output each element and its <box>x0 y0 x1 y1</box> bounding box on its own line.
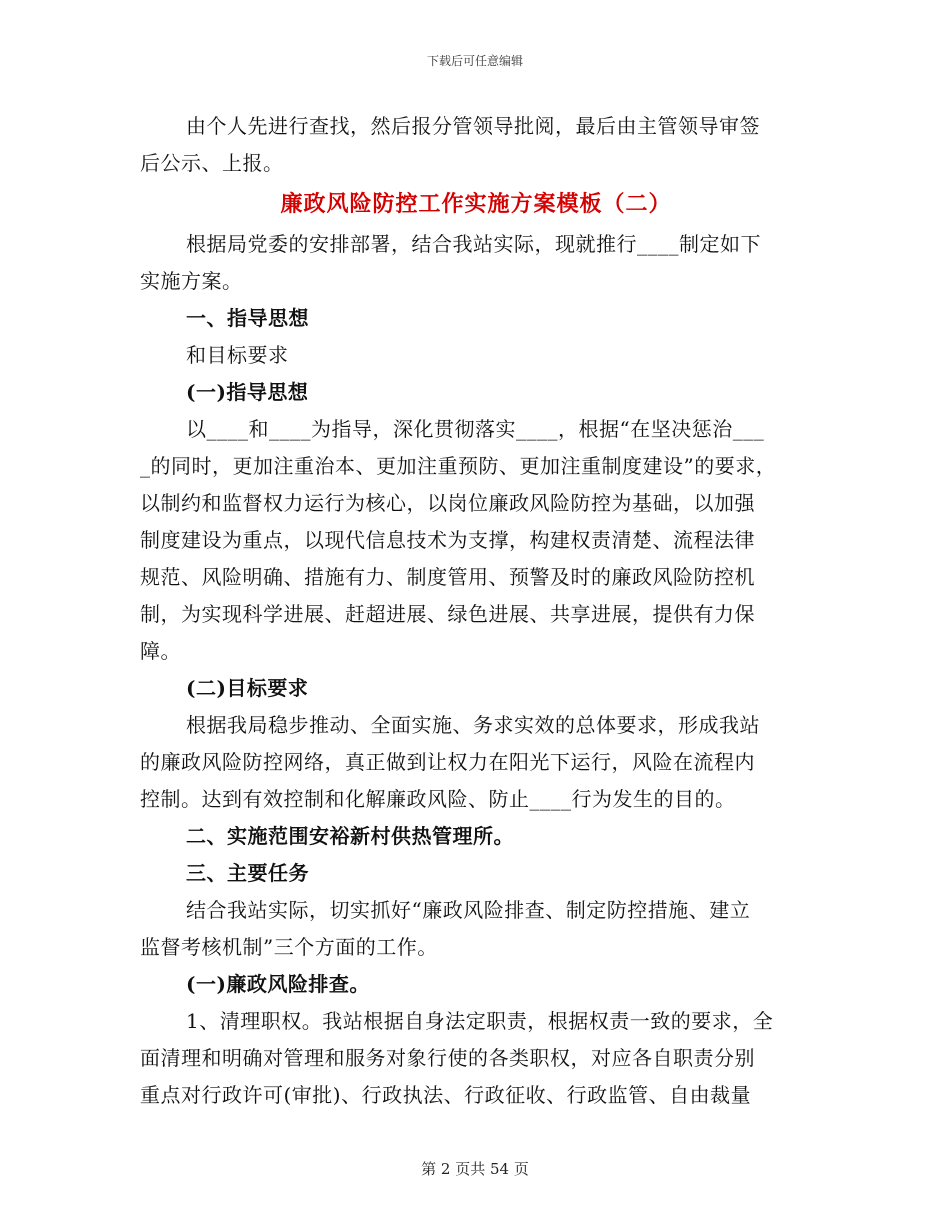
paragraph-line: 重点对行政许可(审批)、行政执法、行政征收、行政监管、自由裁量 <box>140 1083 752 1107</box>
section-heading: 一、指导思想 <box>186 306 309 330</box>
paragraph-line: 1、清理职权。我站根据自身法定职责，根据权责一致的要求，全 <box>186 1009 774 1033</box>
paragraph-line: 监督考核机制”三个方面的工作。 <box>140 935 438 959</box>
paragraph-line: 实施方案。 <box>140 269 243 293</box>
paragraph-line: 后公示、上报。 <box>140 151 284 175</box>
paragraph-line: 和目标要求 <box>186 343 289 367</box>
paragraph-line: 障。 <box>140 639 181 663</box>
subsection-heading: (一)指导思想 <box>186 380 309 404</box>
paragraph-line: 制度建设为重点，以现代信息技术为支撑，构建权责清楚、流程法律 <box>140 528 755 552</box>
paragraph-line: 以____和____为指导，深化贯彻落实____，根据“在坚决惩治___ <box>186 417 765 441</box>
paragraph-line: 由个人先进行查找，然后报分管领导批阅，最后由主管领导审签 <box>186 114 760 138</box>
page-header: 下载后可任意编辑 <box>426 54 523 68</box>
paragraph-line: 规范、风险明确、措施有力、制度管用、预警及时的廉政风险防控机 <box>140 565 755 589</box>
paragraph-line: 根据局党委的安排部署，结合我站实际，现就推行____制定如下 <box>186 232 761 256</box>
paragraph-line: _的同时，更加注重治本、更加注重预防、更加注重制度建设”的要求， <box>140 454 777 478</box>
subsection-heading: (一)廉政风险排查。 <box>186 972 370 996</box>
paragraph-line: 控制。达到有效控制和化解廉政风险、防止____行为发生的目的。 <box>140 787 736 811</box>
paragraph-line: 的廉政风险防控网络，真正做到让权力在阳光下运行，风险在流程内 <box>140 750 755 774</box>
page-footer: 第 2 页共 54 页 <box>421 1160 529 1178</box>
paragraph-line: 以制约和监督权力运行为核心，以岗位廉政风险防控为基础，以加强 <box>140 491 755 515</box>
paragraph-line: 制，为实现科学进展、赶超进展、绿色进展、共享进展，提供有力保 <box>140 602 755 626</box>
paragraph-line: 根据我局稳步推动、全面实施、务求实效的总体要求，形成我站 <box>186 713 760 737</box>
document-body <box>140 108 812 1114</box>
document-title: 廉政风险防控工作实施方案模板（二） <box>280 191 672 217</box>
section-heading: 二、实施范围安裕新村供热管理所。 <box>186 824 514 848</box>
section-heading: 三、主要任务 <box>186 861 309 885</box>
paragraph-line: 结合我站实际，切实抓好“廉政风险排查、制定防控措施、建立 <box>186 898 751 922</box>
paragraph-line: 面清理和明确对管理和服务对象行使的各类职权，对应各自职责分别 <box>140 1046 755 1070</box>
subsection-heading: (二)目标要求 <box>186 676 309 700</box>
